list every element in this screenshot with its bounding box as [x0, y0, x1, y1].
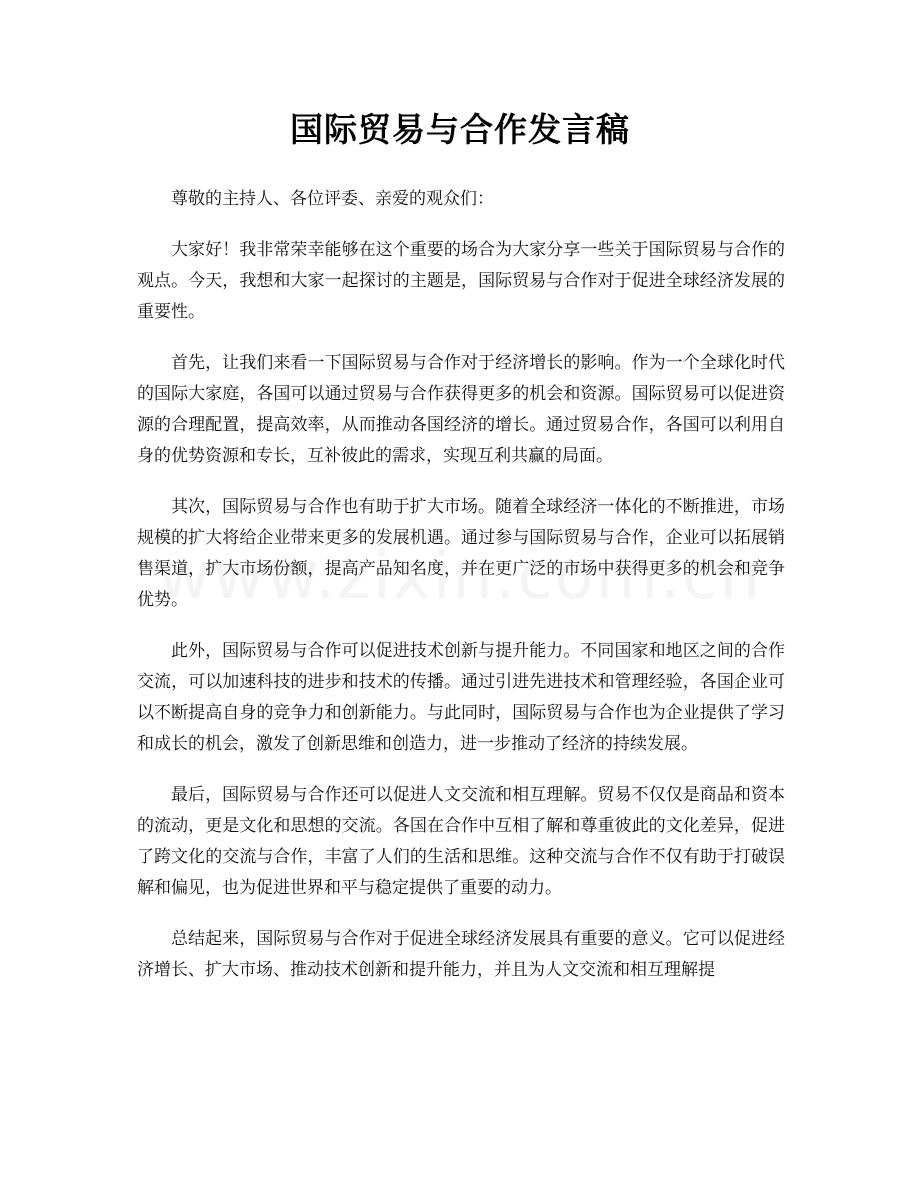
document-body [137, 184, 785, 1006]
paragraph-market-expansion: 其次，国际贸易与合作也有助于扩大市场。随着全球经济一体化的不断推进，市场规模的扩大将给企业带来更多的发展机遇。通过参与国际贸易与合作，企业可以拓展销售渠道，扩大市场份额，提高产品知名度，并在更广泛的市场中获得更多的机会和竞争优势。 [137, 497, 785, 610]
paragraph-conclusion: 总结起来，国际贸易与合作对于促进全球经济发展具有重要的意义。它可以促进经济增长、扩大市场、推动技术创新和提升能力，并且为人文交流和相互理解提 [137, 929, 785, 980]
paragraph-economic-growth: 首先，让我们来看一下国际贸易与合作对于经济增长的影响。作为一个全球化时代的国际大家庭，各国可以通过贸易与合作获得更多的机会和资源。国际贸易可以促进资源的合理配置，提高效率，从而推动各国经济的增长。通过贸易合作，各国可以利用自身的优势资源和专长，互补彼此的需求，实现互利共赢的局面。 [137, 353, 785, 466]
paragraph-cultural-exchange: 最后，国际贸易与合作还可以促进人文交流和相互理解。贸易不仅仅是商品和资本的流动，更是文化和思想的交流。各国在合作中互相了解和尊重彼此的文化差异，促进了跨文化的交流与合作，丰富了人们的生活和思维。这种交流与合作不仅有助于打破误解和偏见，也为促进世界和平与稳定提供了重要的动力。 [137, 785, 785, 898]
document-title: 国际贸易与合作发言稿 [290, 110, 630, 149]
paragraph-salutation: 尊敬的主持人、各位评委、亲爱的观众们： [171, 189, 494, 209]
paragraph-greeting: 大家好！我非常荣幸能够在这个重要的场合为大家分享一些关于国际贸易与合作的观点。今天，我想和大家一起探讨的主题是，国际贸易与合作对于促进全球经济发展的重要性。 [137, 240, 785, 322]
paragraph-technology-innovation: 此外，国际贸易与合作可以促进技术创新与提升能力。不同国家和地区之间的合作交流，可以加速科技的进步和技术的传播。通过引进先进技术和管理经验，各国企业可以不断提高自身的竞争力和创新能力。与此同时，国际贸易与合作也为企业提供了学习和成长的机会，激发了创新思维和创造力，进一步推动了经济的持续发展。 [137, 641, 785, 754]
